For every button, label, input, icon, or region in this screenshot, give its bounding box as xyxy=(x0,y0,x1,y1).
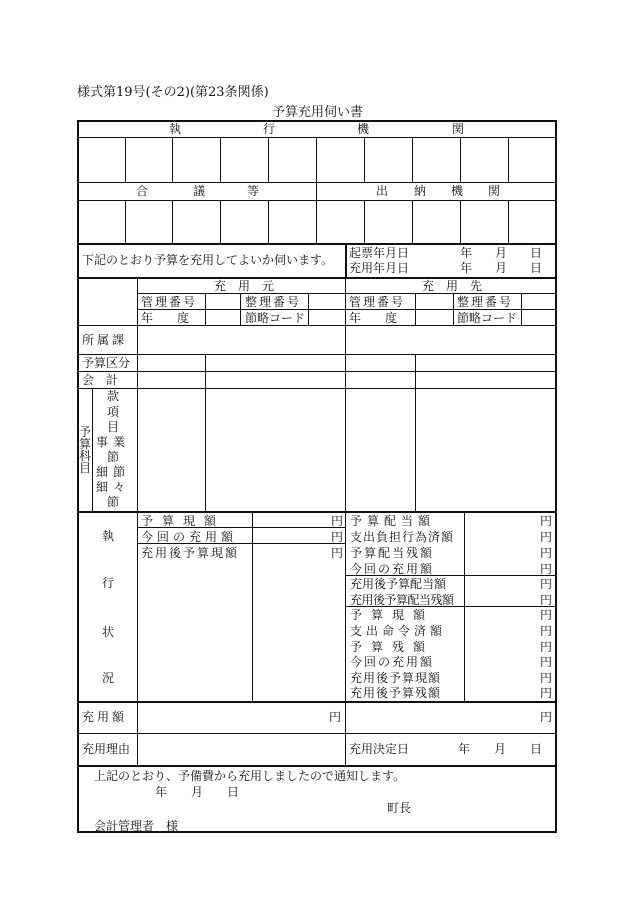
mayor-label: 町長 xyxy=(387,801,412,815)
right-item-6: 充用後予算配当残額 xyxy=(350,593,454,607)
left-item-this-transfer: 今回の充用額 xyxy=(141,530,238,544)
draft-year-unit: 年 xyxy=(460,246,473,260)
dest-mgmt-no: 管理番号 xyxy=(349,295,406,309)
treasury-label-2: 納 xyxy=(414,184,427,198)
decision-day-unit: 日 xyxy=(530,742,543,756)
right-item-7: 予算現額 xyxy=(350,608,435,622)
left-yen-1: 円 xyxy=(331,514,344,528)
src-year: 年 度 xyxy=(141,311,190,325)
right-yen-11: 円 xyxy=(540,671,553,685)
amount-yen-right: 円 xyxy=(540,710,553,724)
apply-day-unit: 日 xyxy=(530,261,543,275)
status-label-2: 行 xyxy=(102,576,115,590)
right-yen-10: 円 xyxy=(540,655,553,669)
budget-item-group-3: 科 xyxy=(79,449,92,463)
dest-abbr-code: 節略コード xyxy=(457,311,518,325)
right-item-11: 充用後予算現額 xyxy=(350,671,442,685)
left-item-budget: 予算現額 xyxy=(141,514,226,528)
right-yen-4: 円 xyxy=(540,562,553,576)
dest-label: 充 用 先 xyxy=(422,279,483,293)
right-yen-3: 円 xyxy=(540,546,553,560)
budget-item-saisai-setsu: 節 xyxy=(107,495,120,509)
exec-label-4: 関 xyxy=(452,122,465,136)
right-item-10: 今回の充用額 xyxy=(350,655,435,669)
form-title: 予算充用伺い書 xyxy=(272,105,364,120)
council-label-2: 議 xyxy=(193,184,206,198)
request-text: 下記のとおり予算を充用してよいか伺います。 xyxy=(82,253,334,267)
dest-org-no: 整理番号 xyxy=(457,295,514,309)
right-item-5: 充用後予算配当額 xyxy=(350,577,447,591)
right-yen-9: 円 xyxy=(540,640,553,654)
decision-date-label: 充用決定日 xyxy=(349,742,410,756)
right-yen-12: 円 xyxy=(540,686,553,700)
apply-date-label: 充用年月日 xyxy=(349,261,410,275)
treasury-label-4: 関 xyxy=(488,184,501,198)
form-number: 様式第19号(その2)(第23条関係) xyxy=(77,85,269,100)
left-item-after: 充用後予算現額 xyxy=(141,546,240,560)
right-yen-5: 円 xyxy=(540,577,553,591)
src-mgmt-no: 管理番号 xyxy=(141,295,198,309)
right-item-1: 予算配当額 xyxy=(350,514,436,528)
amount-yen-left: 円 xyxy=(329,710,342,724)
status-label-1: 執 xyxy=(102,529,115,543)
source-label: 充 用 元 xyxy=(214,279,275,293)
budget-item-group-2: 算 xyxy=(79,437,92,451)
right-yen-6: 円 xyxy=(540,593,553,607)
right-item-4: 今回の充用額 xyxy=(350,562,435,576)
decision-month-unit: 月 xyxy=(494,742,507,756)
left-yen-2: 円 xyxy=(331,530,344,544)
notice-day-unit: 日 xyxy=(227,785,240,799)
src-abbr-code: 節略コード xyxy=(245,311,306,325)
budget-item-setsu: 節 xyxy=(107,450,120,464)
draft-month-unit: 月 xyxy=(495,246,508,260)
apply-year-unit: 年 xyxy=(460,261,473,275)
status-label-3: 状 xyxy=(102,625,115,639)
amount-label: 充用額 xyxy=(82,710,128,724)
reason-label: 充用理由 xyxy=(82,742,131,756)
addressee-label: 会計管理者 様 xyxy=(94,819,179,833)
left-yen-3: 円 xyxy=(331,546,344,560)
right-yen-2: 円 xyxy=(540,530,553,544)
right-yen-8: 円 xyxy=(540,624,553,638)
notice-year-unit: 年 xyxy=(155,785,168,799)
src-org-no: 整理番号 xyxy=(245,295,302,309)
right-item-2: 支出負担行為済額 xyxy=(350,530,455,544)
budget-item-kan: 款 xyxy=(107,389,120,403)
decision-year-unit: 年 xyxy=(458,742,471,756)
right-item-12: 充用後予算残額 xyxy=(350,686,442,700)
apply-month-unit: 月 xyxy=(495,261,508,275)
council-label-1: 合 xyxy=(136,184,149,198)
budget-item-group-4: 目 xyxy=(79,461,92,475)
budget-transfer-form xyxy=(77,120,557,833)
accounting-label: 会 計 xyxy=(82,373,119,387)
right-item-3: 予算配当残額 xyxy=(350,546,435,560)
notice-month-unit: 月 xyxy=(191,785,204,799)
treasury-label-3: 機 xyxy=(451,184,464,198)
right-item-9: 予算残額 xyxy=(350,640,435,654)
dest-year: 年 度 xyxy=(349,311,398,325)
right-item-8: 支出命令済額 xyxy=(350,624,447,638)
budget-item-saisetsu: 細節 xyxy=(96,465,131,479)
draft-date-label: 起票年月日 xyxy=(349,246,410,260)
budget-item-jigyo: 事業 xyxy=(96,435,131,449)
right-yen-1: 円 xyxy=(540,514,553,528)
exec-label-1: 執 xyxy=(169,122,182,136)
draft-day-unit: 日 xyxy=(530,246,543,260)
budget-item-kou: 項 xyxy=(107,405,120,419)
exec-label-2: 行 xyxy=(263,122,276,136)
status-label-4: 況 xyxy=(102,671,115,685)
council-label-3: 等 xyxy=(247,184,260,198)
budget-item-group-1: 予 xyxy=(79,425,92,439)
budget-item-saisai: 細々 xyxy=(96,480,131,494)
department-label: 所属課 xyxy=(82,333,128,347)
treasury-label-1: 出 xyxy=(376,184,389,198)
right-yen-7: 円 xyxy=(540,608,553,622)
notice-text: 上記のとおり、予備費から充用しましたので通知します。 xyxy=(94,769,406,783)
budget-class-label: 予算区分 xyxy=(82,356,131,370)
budget-item-moku: 目 xyxy=(107,420,120,434)
exec-label-3: 機 xyxy=(357,122,370,136)
